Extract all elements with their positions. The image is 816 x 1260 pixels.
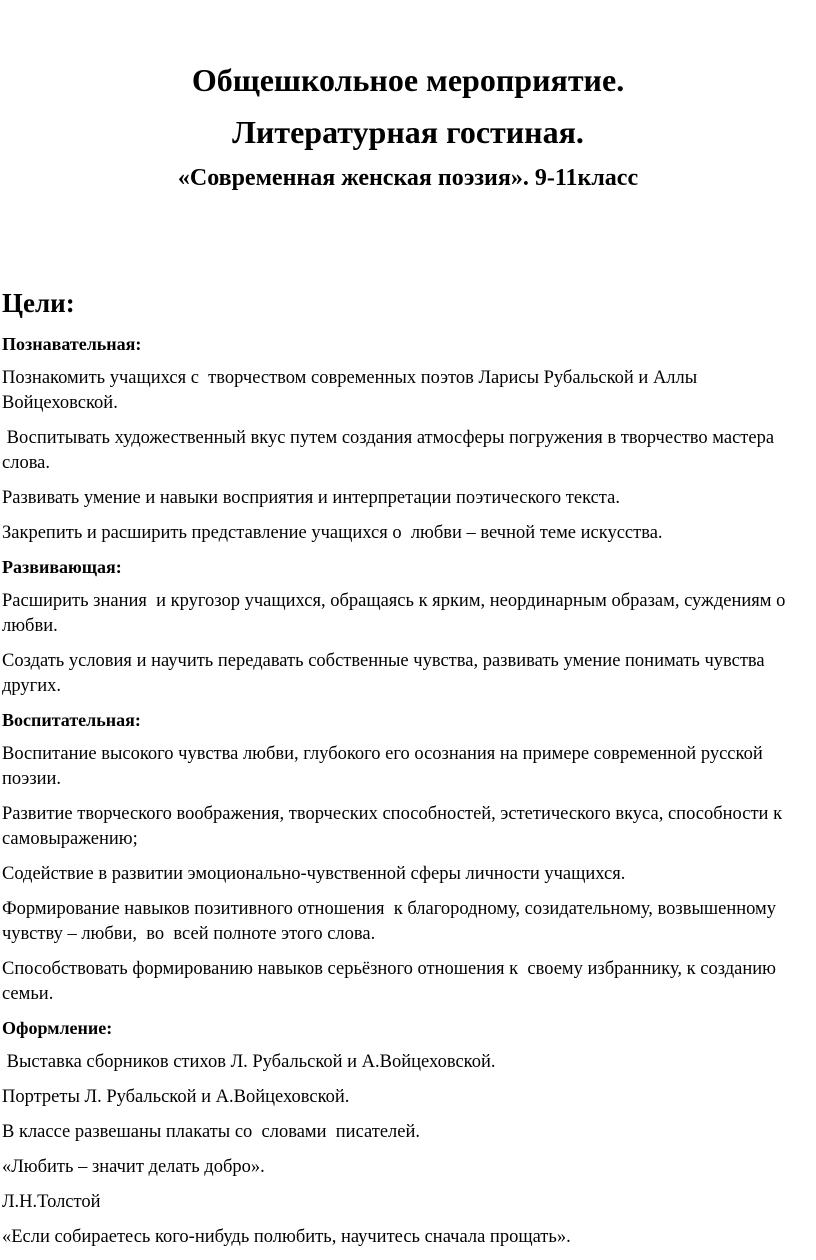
paragraph: Выставка сборников стихов Л. Рубальской и А.Войцеховской. — [2, 1052, 496, 1072]
section-title: Воспитательная: — [2, 710, 141, 730]
paragraph: Способствовать формированию навыков серьёзного отношения к своему избраннику, к созданию семьи. — [2, 959, 781, 1004]
paragraph: Создать условия и научить передавать собственные чувства, развивать умение понимать чувства других. — [2, 651, 770, 696]
section-cognitive — [2, 333, 808, 546]
quote: «Любить – значит делать добро». — [2, 1157, 265, 1177]
goals-heading: Цели: — [2, 288, 75, 318]
section-educational — [2, 709, 808, 1007]
paragraph: Портреты Л. Рубальской и А.Войцеховской. — [2, 1087, 350, 1107]
quote-author: Л.Н.Толстой — [2, 1192, 101, 1212]
goals-content — [2, 333, 808, 1260]
paragraph: Воспитание высокого чувства любви, глубокого его осознания на примере современной русской поэзии. — [2, 744, 768, 789]
paragraph: Расширить знания и кругозор учащихся, обращаясь к ярким, неординарным образам, суждениям о любви. — [2, 591, 790, 636]
section-decoration — [2, 1017, 808, 1250]
event-topic: «Современная женская поэзия». 9-11класс — [177, 165, 639, 191]
paragraph: Воспитывать художественный вкус путем создания атмосферы погружения в творчество мастера слова. — [2, 428, 779, 473]
paragraph: Развивать умение и навыки восприятия и интерпретации поэтического текста. — [2, 488, 620, 508]
paragraph: Содействие в развитии эмоционально-чувственной сферы личности учащихся. — [2, 864, 626, 884]
quote: «Если собираетесь кого-нибудь полюбить, научитесь сначала прощать». — [2, 1227, 571, 1247]
section-developing — [2, 556, 808, 699]
section-title: Познавательная: — [2, 334, 142, 354]
section-title: Оформление: — [2, 1018, 113, 1038]
paragraph: В классе развешаны плакаты со словами писателей. — [2, 1122, 421, 1142]
paragraph: Познакомить учащихся с творчеством современных поэтов Ларисы Рубальской и Аллы Войцеховской. — [2, 368, 702, 413]
paragraph: Закрепить и расширить представление учащихся о любви – вечной теме искусства. — [2, 523, 663, 543]
event-title: Общешкольное мероприятие. — [191, 62, 625, 98]
event-subtitle: Литературная гостиная. — [232, 114, 584, 150]
paragraph: Формирование навыков позитивного отношения к благородному, созидательному, возвышенному чувству – любви, во всей полноте этого слова. — [2, 899, 786, 944]
section-title: Развивающая: — [2, 557, 122, 577]
paragraph: Развитие творческого воображения, творческих способностей, эстетического вкуса, способности к самовыражению; — [2, 804, 787, 849]
